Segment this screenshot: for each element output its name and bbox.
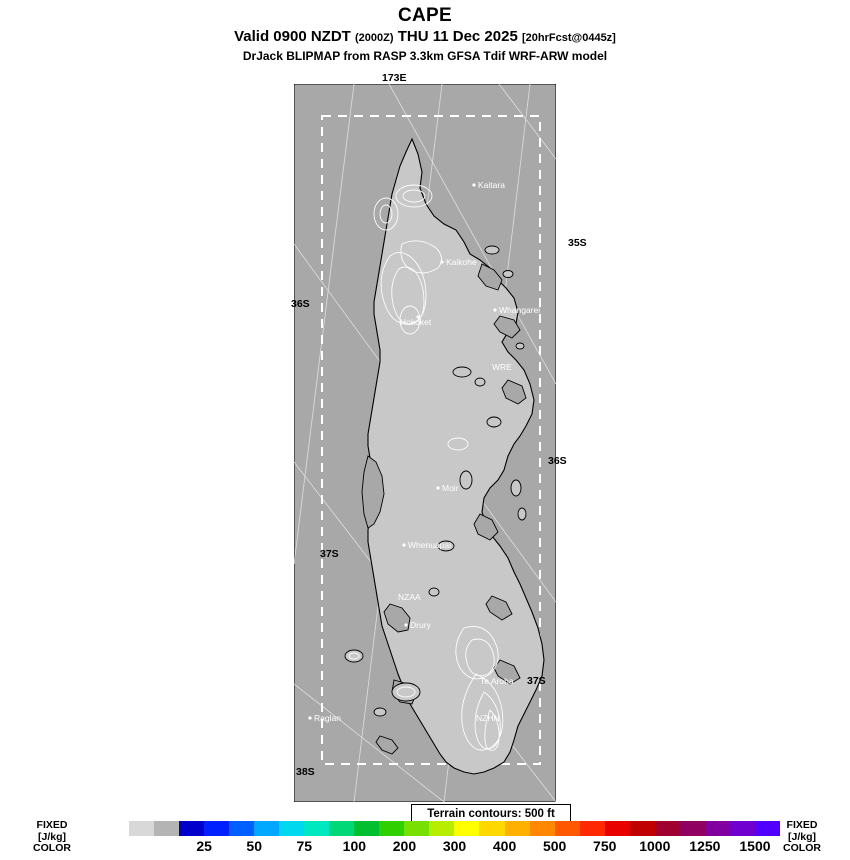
colorbar-swatch xyxy=(429,821,454,836)
valid-time-line xyxy=(0,27,850,48)
legend-left-line3: COLOR xyxy=(33,842,71,854)
colorbar-swatch xyxy=(179,821,204,836)
colorbar-swatch xyxy=(354,821,379,836)
valid-time-utc: (2000Z) xyxy=(355,32,394,44)
colorbar-swatch xyxy=(204,821,229,836)
legend-left-line1: FIXED xyxy=(36,819,68,831)
model-description: DrJack BLIPMAP from RASP 3.3km GFSA Tdif WRF-ARW model xyxy=(242,49,608,63)
svg-text:NZAA: NZAA xyxy=(398,592,421,602)
valid-date: THU 11 Dec 2025 xyxy=(397,28,518,45)
colorbar-swatch xyxy=(605,821,630,836)
axis-label: 36S xyxy=(291,298,310,310)
colorbar-tick-label: 1500 xyxy=(739,838,771,854)
colorbar-swatch xyxy=(404,821,429,836)
axis-label: 38S xyxy=(296,766,315,778)
valid-time: Valid 0900 NZDT xyxy=(234,28,351,45)
colorbar-swatch xyxy=(379,821,404,836)
colorbar-swatch xyxy=(479,821,504,836)
map-image xyxy=(294,84,556,802)
colorbar-tick-label: 500 xyxy=(542,838,567,854)
axis-label: 36S xyxy=(548,455,567,467)
svg-text:Whangarei: Whangarei xyxy=(499,305,541,315)
colorbar-swatch xyxy=(555,821,580,836)
legend-label-right xyxy=(772,820,832,855)
colorbar-swatch xyxy=(705,821,730,836)
svg-text:Drury: Drury xyxy=(410,620,431,630)
colorbar-swatch xyxy=(730,821,755,836)
legend-right-line1: FIXED xyxy=(786,819,818,831)
colorbar-swatch xyxy=(630,821,655,836)
colorbar-swatch xyxy=(530,821,555,836)
legend-label-left xyxy=(22,820,82,855)
colorbar-swatch xyxy=(655,821,680,836)
svg-text:NZHN: NZHN xyxy=(476,713,500,723)
colorbar-swatch xyxy=(104,821,129,836)
colorbar-swatch xyxy=(454,821,479,836)
axis-label: 35S xyxy=(568,237,587,249)
header xyxy=(0,0,850,64)
svg-text:Raglan: Raglan xyxy=(314,713,341,723)
colorbar-tick-label: 1250 xyxy=(689,838,721,854)
page-title: CAPE xyxy=(398,5,452,26)
color-legend xyxy=(0,818,850,860)
colorbar-tick-label: 1000 xyxy=(639,838,671,854)
svg-text:Moir: Moir xyxy=(442,483,459,493)
svg-text:WRE: WRE xyxy=(492,362,512,372)
colorbar-tick-label: 100 xyxy=(342,838,367,854)
colorbar-swatch xyxy=(580,821,605,836)
axis-label: 173E xyxy=(382,72,407,84)
svg-text:Hokoket: Hokoket xyxy=(400,317,432,327)
colorbar-swatch xyxy=(154,821,179,836)
colorbar-tick-label: 200 xyxy=(392,838,417,854)
legend-right-line3: COLOR xyxy=(783,842,821,854)
colorbar-swatch xyxy=(129,821,154,836)
colorbar-tick-label: 300 xyxy=(442,838,467,854)
colorbar-tick-label: 75 xyxy=(296,838,313,854)
colorbar-tick-label: 50 xyxy=(246,838,263,854)
legend-left-line2: [J/kg] xyxy=(37,830,66,843)
colorbar-tick-label: 25 xyxy=(196,838,212,854)
colorbar-swatch xyxy=(279,821,304,836)
axis-label: 37S xyxy=(320,548,339,560)
forecast-tag: [20hrFcst@0445z] xyxy=(521,32,616,44)
colorbar-swatch xyxy=(254,821,279,836)
axis-label: 37S xyxy=(527,675,546,687)
colorbar-swatch xyxy=(680,821,705,836)
svg-text:Kaitara: Kaitara xyxy=(478,180,505,190)
svg-text:Te Aroha: Te Aroha xyxy=(480,676,514,686)
svg-text:Whenuapai: Whenuapai xyxy=(408,540,452,550)
colorbar xyxy=(104,821,780,836)
colorbar-swatch xyxy=(304,821,329,836)
svg-text:Kaikohe: Kaikohe xyxy=(446,257,477,267)
colorbar-tick-label: 750 xyxy=(593,838,617,854)
colorbar-swatch xyxy=(329,821,354,836)
colorbar-tick-labels xyxy=(104,838,780,858)
legend-right-line2: [J/kg] xyxy=(787,830,816,843)
map-canvas[interactable] xyxy=(294,84,556,802)
colorbar-swatch xyxy=(505,821,530,836)
colorbar-tick-label: 400 xyxy=(492,838,517,854)
terrain-contour-note: Terrain contours: 500 ft xyxy=(411,804,571,822)
colorbar-swatch xyxy=(229,821,254,836)
